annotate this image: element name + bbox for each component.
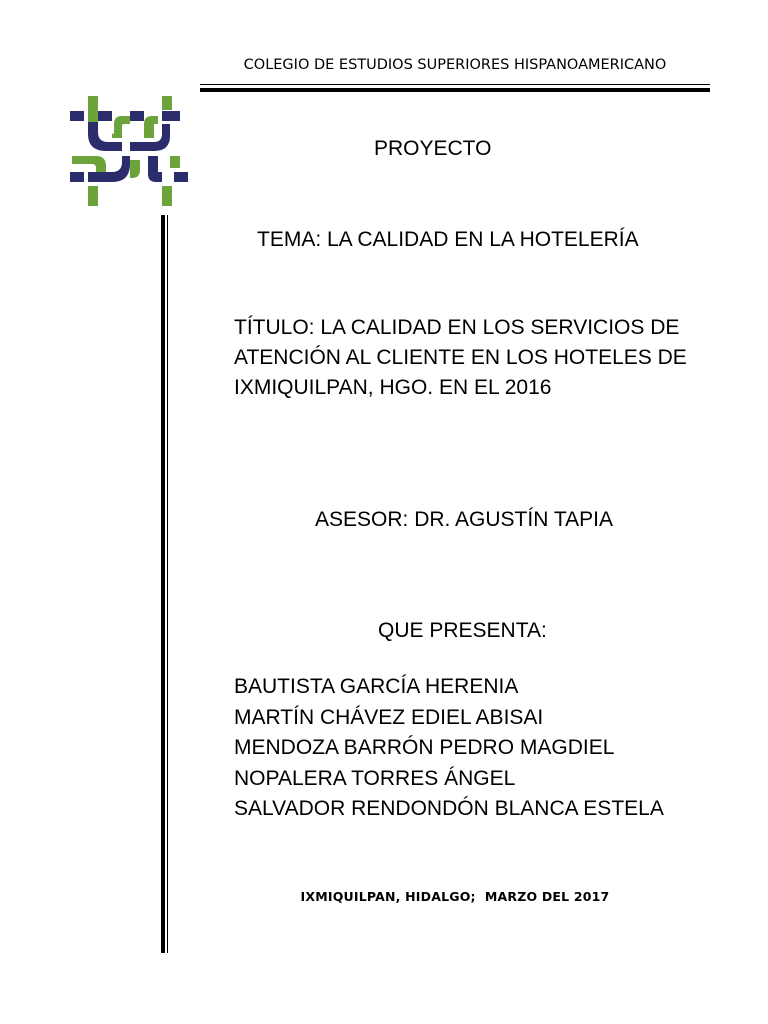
- member-name: SALVADOR RENDONDÓN BLANCA ESTELA: [234, 797, 664, 820]
- asesor-line: ASESOR: DR. AGUSTÍN TAPIA: [315, 508, 613, 531]
- members-list: [234, 672, 664, 825]
- document-type-heading: PROYECTO: [374, 137, 492, 160]
- member-name: BAUTISTA GARCÍA HERENIA: [234, 675, 519, 698]
- tema-line: TEMA: LA CALIDAD EN LA HOTELERÍA: [257, 228, 639, 251]
- titulo-line: ATENCIÓN AL CLIENTE EN LOS HOTELES DE: [234, 346, 687, 369]
- titulo-block: [234, 313, 687, 403]
- titulo-line: TÍTULO: LA CALIDAD EN LOS SERVICIOS DE: [234, 316, 680, 339]
- institution-name: COLEGIO DE ESTUDIOS SUPERIORES HISPANOAMERICANO: [243, 57, 667, 73]
- member-name: MENDOZA BARRÓN PEDRO MAGDIEL: [234, 736, 615, 759]
- member-name: MARTÍN CHÁVEZ EDIEL ABISAI: [234, 705, 544, 729]
- presenta-heading: QUE PRESENTA:: [378, 619, 547, 642]
- header-rule-thick: [200, 88, 710, 92]
- member-name: NOPALERA TORRES ÁNGEL: [234, 766, 516, 790]
- titulo-line: IXMIQUILPAN, HGO. EN EL 2016: [234, 376, 552, 399]
- vertical-rule-thin: [167, 215, 168, 953]
- header-rule-thin: [200, 84, 710, 85]
- place-date-footer: IXMIQUILPAN, HIDALGO; MARZO DEL 2017: [300, 889, 610, 904]
- institution-logo-icon: [66, 94, 194, 208]
- vertical-rule-thick: [161, 215, 165, 953]
